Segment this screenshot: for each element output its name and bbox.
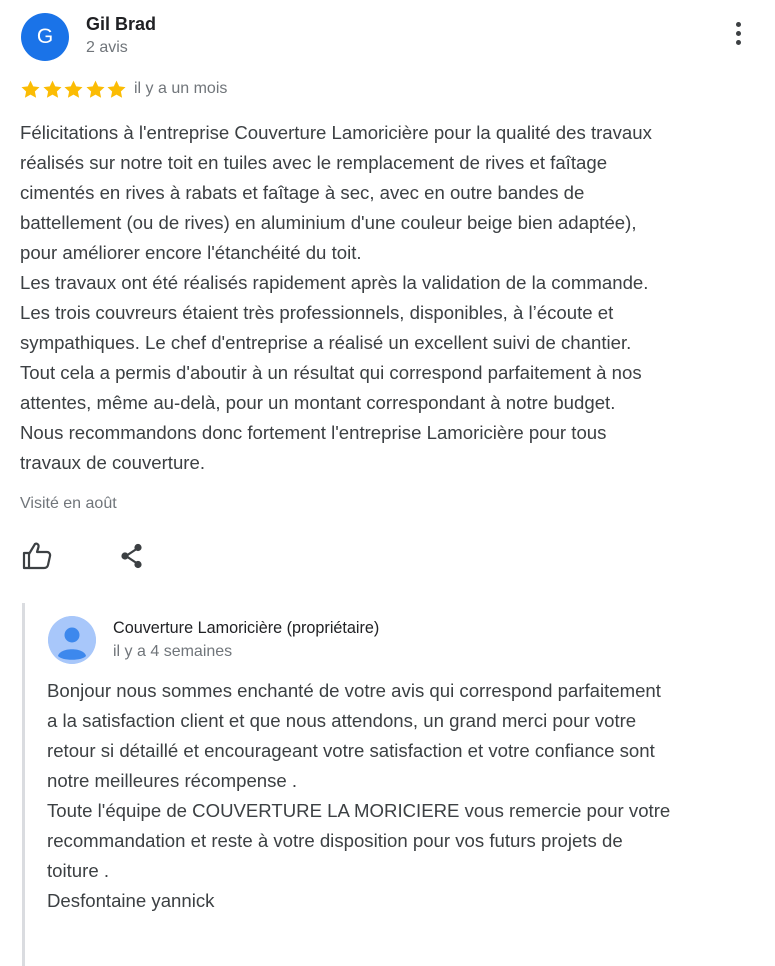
author-avatar[interactable] [21,13,69,61]
star-icon [106,79,127,100]
star-icon [20,79,41,100]
star-icon [42,79,63,100]
star-icon [63,79,84,100]
review-text: Félicitations à l'entreprise Couverture Lamoricière pour la qualité des travaux réalisés sur notre toit en tuiles avec le remplacement de rives et faîtage cimentés en rives à rabats et faîtage à sec, avec en outre bandes de battellement (ou de rives) en aluminium d'une couleur beige bien adaptée), pour améliorer encore l'étanchéité du toit. Les travaux ont été réalisés rapidement après la validation de la commande. Les trois couvreurs étaient très professionnels, disponibles, à l’écoute et sympathiques. Le chef d'entreprise a réalisé un excellent suivi de chantier. Tout cela a permis d'aboutir à un résultat qui correspond parfaitement à nos attentes, même au-delà, pour un montant correspondant à notre budget. Nous recommandons donc fortement l'entreprise Lamoricière pour tous travaux de couverture. [20,122,652,473]
reply-divider [22,603,25,966]
thumbs-up-icon[interactable] [20,540,54,572]
owner-name: Couverture Lamoricière (propriétaire) [113,619,380,637]
author-initial: G [36,25,54,48]
owner-reply-date: il y a 4 semaines [113,643,233,660]
review-date: il y a un mois [134,80,228,97]
default-avatar-icon [48,616,96,664]
author-review-count: 2 avis [86,39,128,56]
share-icon[interactable] [116,540,148,572]
author-name[interactable]: Gil Brad [86,14,157,34]
owner-reply-text: Bonjour nous sommes enchanté de votre avis qui correspond parfaitement a la satisfaction client et que nous attendons, un grand merci pour votre retour si détaillé et encourageant votre satisfaction et votre confiance sont notre meilleures récompense . Toute l'équipe de COUVERTURE LA MORICIERE vous remercie pour votre recommandation et reste à votre disposition pour vos futurs projets de toiture . Desfontaine yannick [47,680,671,911]
star-icon [85,79,106,100]
visited-date: Visité en août [20,495,117,512]
star-rating [20,79,128,101]
more-vert-icon[interactable] [726,22,750,52]
